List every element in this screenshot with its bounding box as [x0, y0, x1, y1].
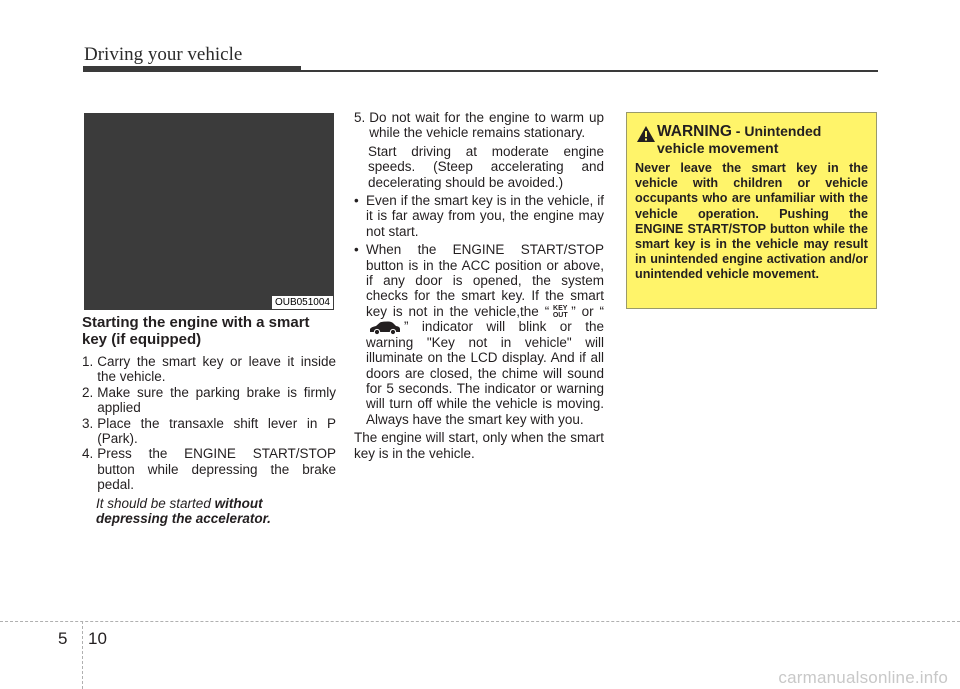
step-text: Place the transaxle shift lever in P (Park).	[97, 415, 336, 447]
page-header-title: Driving your vehicle	[84, 44, 243, 65]
step-1	[82, 354, 336, 385]
footer-rule	[0, 621, 960, 622]
bullet-text: Even if the smart key is in the vehicle, if it is far away from you, the engine may not start.	[366, 193, 604, 239]
step-number: 5.	[354, 110, 366, 125]
step-number: 2.	[82, 384, 94, 400]
header-rule-thick	[83, 66, 301, 72]
car-indicator-icon	[368, 321, 402, 335]
step-5	[354, 110, 604, 141]
warning-body: Never leave the smart key in the vehicle with children or vehicle occupants who are unfamiliar with the vehicle operation. Pushing the ENGINE START/STOP button while the smart key is in the vehicle may result in unintended engine activation and/or unintended vehicle movement.	[635, 161, 868, 282]
chapter-number: 5	[58, 629, 68, 648]
bullet-text-or: ” or “	[571, 303, 605, 319]
bullet-mark: •	[354, 242, 359, 258]
left-column	[82, 315, 336, 526]
step-5-continuation: Start driving at moderate engine speeds. (Steep accelerating and decelerating should be avoided.)	[368, 143, 604, 190]
page-number: 10	[88, 629, 107, 648]
warning-subtitle-1: - Unintended	[731, 123, 822, 139]
bullet-text-part2: ” indicator will blink or the warning "Key not in vehicle" will illuminate on the LCD display. And if all doors are closed, the chime will sound for 5 seconds. The indicator or warning will turn off while the vehicle is moving. Always have the smart key with you.	[366, 319, 604, 427]
key-badge-top: KEY	[553, 305, 568, 313]
figure-code: OUB051004	[272, 296, 333, 309]
bullet-text	[366, 242, 604, 427]
bullet-text-part1: When the ENGINE START/STOP button is in the ACC position or above, if any door is opened, the system checks for the smart key. If the smart key is not in the vehicle,the “	[366, 242, 604, 319]
bullet-mark: •	[354, 193, 359, 209]
bullet-item	[354, 242, 604, 427]
step-text: Do not wait for the engine to warm up while the vehicle remains stationary.	[369, 110, 604, 141]
note-bold: without depressing the accelerator.	[96, 495, 271, 527]
warning-header	[635, 123, 868, 157]
step-number: 4.	[82, 446, 94, 462]
watermark: carmanualsonline.info	[778, 668, 948, 687]
bullet-item	[354, 193, 604, 239]
middle-column	[354, 110, 604, 461]
section-heading: Starting the engine with a smart key (if equipped)	[82, 314, 310, 348]
closing-paragraph: The engine will start, only when the smart key is in the vehicle.	[354, 430, 604, 461]
footer-divider	[82, 621, 83, 689]
warning-subtitle-2: vehicle movement	[657, 140, 779, 156]
warning-triangle-icon	[635, 125, 657, 143]
step-text: Make sure the parking brake is firmly applied	[97, 384, 336, 416]
step-3	[82, 416, 336, 447]
key-out-indicator-icon	[551, 305, 569, 319]
step-4-note	[82, 496, 336, 527]
step-4	[82, 446, 336, 492]
step-text: Press the ENGINE START/STOP button while depressing the brake pedal.	[97, 446, 336, 493]
step-text: Carry the smart key or leave it inside the vehicle.	[97, 354, 336, 385]
warning-title	[657, 123, 821, 157]
header-rule-thin	[301, 70, 878, 72]
warning-box	[626, 112, 877, 309]
key-badge-bottom: OUT	[552, 312, 568, 320]
figure-photo	[84, 113, 334, 310]
warning-label: WARNING	[657, 123, 732, 140]
step-2	[82, 385, 336, 416]
step-number: 1.	[82, 354, 94, 369]
note-normal: It should be started	[96, 495, 215, 511]
step-number: 3.	[82, 415, 94, 431]
